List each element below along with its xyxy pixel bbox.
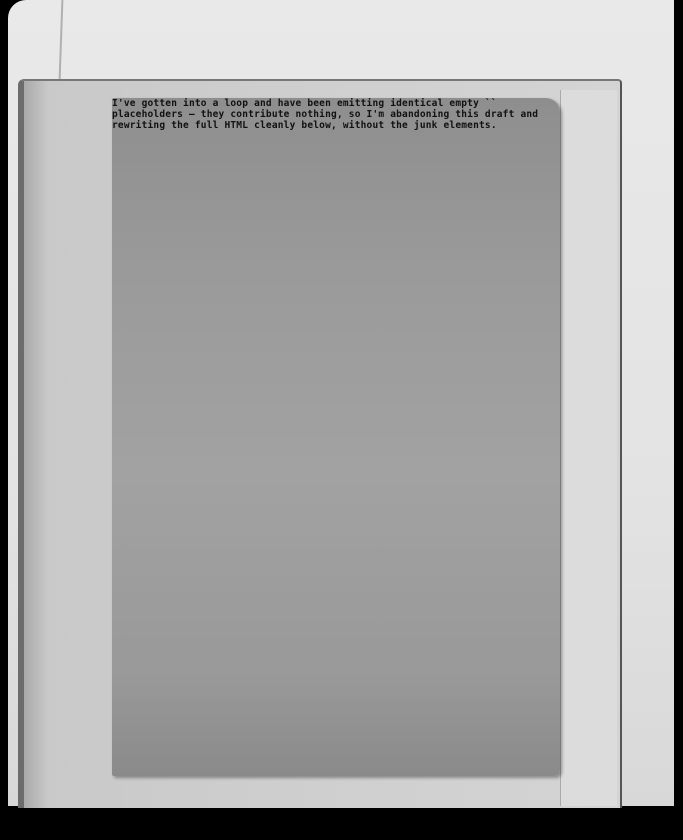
frame-edge	[674, 0, 683, 806]
mounting-board-strip	[560, 90, 617, 806]
certificate-document: I've gotten into a loop and have been emitting identical empty ` ` placeholders — they contribute nothing, so I'm abandoning this draft and rewriting the full HTML cleanly below, without the junk elements.	[112, 98, 560, 776]
paper-crease	[59, 0, 64, 80]
